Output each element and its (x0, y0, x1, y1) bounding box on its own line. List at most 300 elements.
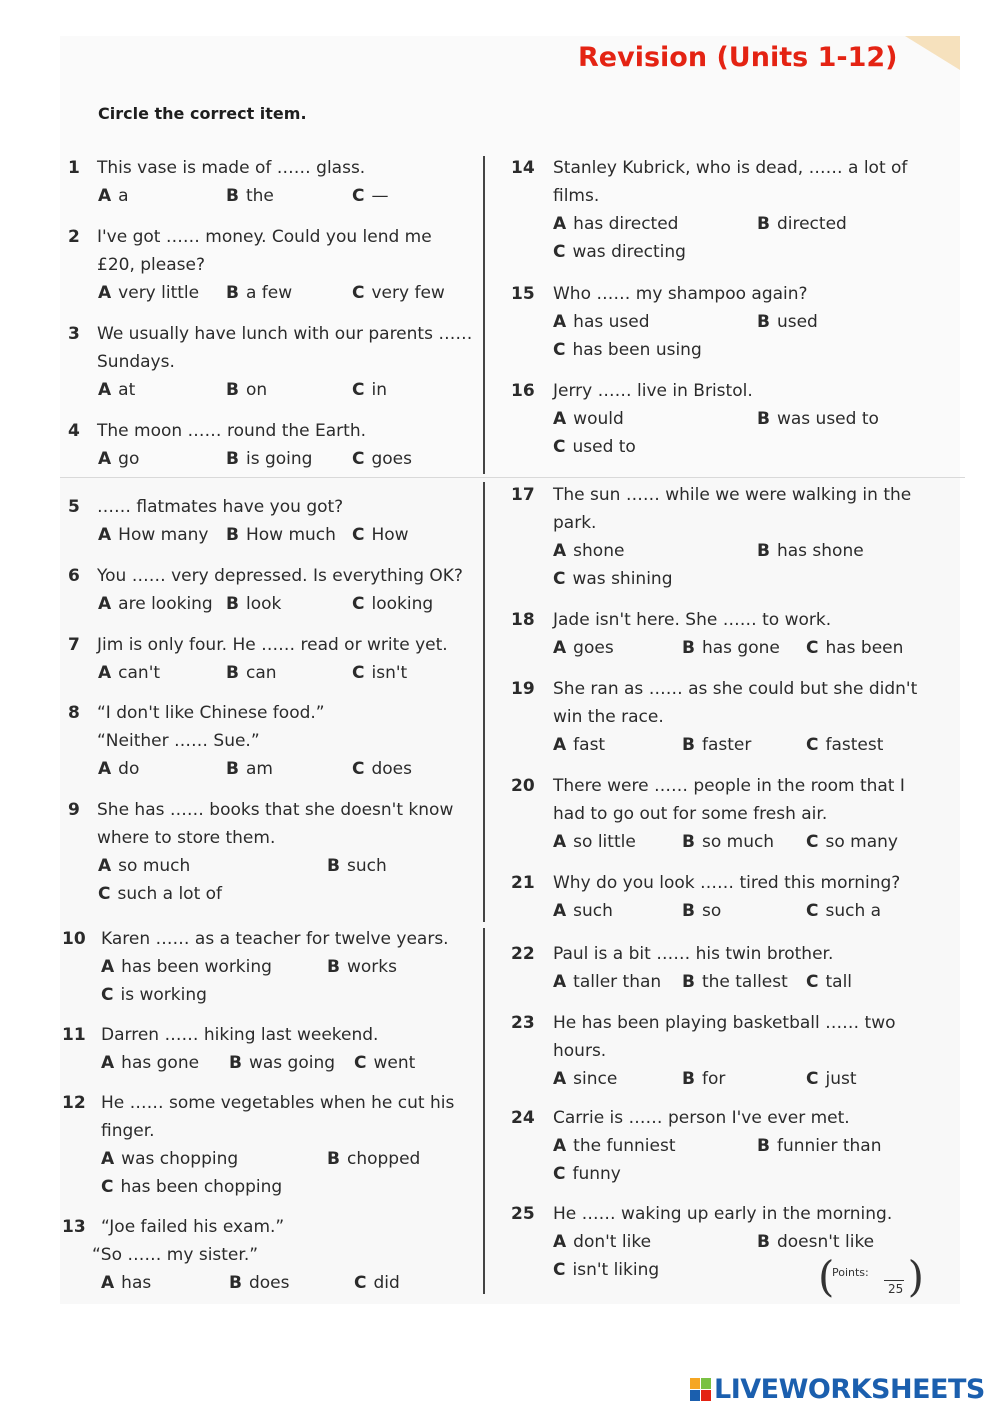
option-b[interactable] (226, 593, 281, 615)
page-title: Revision (Units 1-12) (578, 42, 898, 73)
option-text: was shining (572, 569, 673, 589)
option-text: was used to (776, 409, 879, 429)
option-text: has shone (776, 541, 864, 561)
option-text: faster (701, 735, 752, 755)
question-number: 16 (511, 381, 535, 401)
option-text: do (118, 759, 140, 779)
option-letter: A (101, 1053, 115, 1073)
question-text: Why do you look …… tired this morning? (553, 873, 901, 893)
question-text: “Neither …… Sue.” (97, 731, 260, 751)
option-text: went (373, 1053, 416, 1073)
option-text: looking (371, 594, 434, 614)
question-text: He …… waking up early in the morning. (553, 1204, 893, 1224)
option-a[interactable] (101, 1272, 151, 1294)
option-a[interactable] (98, 185, 129, 207)
option-text: did (373, 1273, 400, 1293)
option-text: such a (825, 901, 882, 921)
option-letter: A (98, 449, 112, 469)
option-c[interactable] (806, 831, 898, 853)
option-text: directed (776, 214, 847, 234)
question-number: 15 (511, 284, 535, 304)
option-c[interactable] (352, 185, 388, 207)
option-a[interactable] (101, 956, 272, 978)
option-text: fastest (825, 735, 884, 755)
option-letter: C (553, 1164, 566, 1184)
option-letter: B (757, 312, 770, 332)
column-divider-middle (483, 482, 485, 922)
option-letter: C (553, 242, 566, 262)
option-text: so little (573, 832, 636, 852)
option-letter: C (553, 437, 566, 457)
option-c[interactable] (553, 339, 702, 361)
points-score-line[interactable] (884, 1280, 904, 1281)
option-text: has used (573, 312, 650, 332)
question-text: Karen …… as a teacher for twelve years. (101, 929, 449, 949)
question-number: 23 (511, 1013, 535, 1033)
question-text: win the race. (553, 707, 664, 727)
option-letter: C (352, 449, 365, 469)
option-text: has (121, 1273, 152, 1293)
option-letter: C (806, 901, 819, 921)
option-b[interactable] (757, 1231, 874, 1253)
option-b[interactable] (682, 831, 774, 853)
question-text: Carrie is …… person I've ever met. (553, 1108, 850, 1128)
option-c[interactable] (352, 524, 409, 546)
option-c[interactable] (98, 883, 222, 905)
option-text: does (371, 759, 412, 779)
option-a[interactable] (553, 408, 624, 430)
option-b[interactable] (327, 956, 397, 978)
option-text: the funniest (573, 1136, 676, 1156)
option-b[interactable] (226, 758, 273, 780)
question-number: 13 (62, 1217, 86, 1237)
question-number: 24 (511, 1108, 535, 1128)
points-total: 25 (888, 1282, 904, 1296)
option-c[interactable] (553, 1163, 621, 1185)
option-text: isn't liking (572, 1260, 660, 1280)
option-text: go (118, 449, 140, 469)
question-text: Sundays. (97, 352, 175, 372)
option-a[interactable] (98, 448, 139, 470)
option-letter: B (226, 759, 239, 779)
option-letter: A (553, 214, 567, 234)
option-c[interactable] (101, 984, 207, 1006)
question-text: This vase is made of …… glass. (97, 158, 366, 178)
option-letter: C (553, 569, 566, 589)
option-letter: A (98, 594, 112, 614)
question-text: The sun …… while we were walking in the (553, 485, 912, 505)
option-letter: C (352, 283, 365, 303)
option-a[interactable] (553, 1068, 617, 1090)
option-letter: B (757, 409, 770, 429)
option-letter: A (553, 541, 567, 561)
question-number: 10 (62, 929, 86, 949)
question-number: 2 (68, 227, 80, 247)
option-text: does (248, 1273, 290, 1293)
option-letter: B (327, 856, 340, 876)
option-letter: C (806, 735, 819, 755)
option-text: the tallest (701, 972, 788, 992)
option-b[interactable] (226, 282, 292, 304)
question-number: 9 (68, 800, 80, 820)
option-letter: A (553, 832, 567, 852)
option-letter: B (226, 380, 239, 400)
option-text: would (573, 409, 624, 429)
option-letter: A (553, 1136, 567, 1156)
option-letter: A (553, 901, 567, 921)
option-c[interactable] (553, 1259, 659, 1281)
option-b[interactable] (229, 1052, 335, 1074)
option-text: has directed (573, 214, 679, 234)
option-text: for (701, 1069, 726, 1089)
option-letter: A (98, 525, 112, 545)
option-a[interactable] (98, 662, 160, 684)
option-letter: A (553, 1069, 567, 1089)
question-number: 21 (511, 873, 535, 893)
question-text: “So …… my sister.” (92, 1245, 259, 1265)
option-a[interactable] (101, 1052, 199, 1074)
question-text: I've got …… money. Could you lend me (97, 227, 432, 247)
option-text: can (245, 663, 277, 683)
option-letter: A (98, 663, 112, 683)
option-letter: B (682, 1069, 695, 1089)
question-text: He has been playing basketball …… two (553, 1013, 896, 1033)
option-b[interactable] (757, 213, 847, 235)
option-c[interactable] (352, 662, 407, 684)
option-letter: B (757, 1136, 770, 1156)
option-text: very little (118, 283, 200, 303)
option-letter: A (553, 638, 567, 658)
question-text: Paul is a bit …… his twin brother. (553, 944, 834, 964)
option-letter: B (682, 638, 695, 658)
option-letter: A (553, 972, 567, 992)
question-number: 1 (68, 158, 80, 178)
option-c[interactable] (352, 758, 412, 780)
option-text: a few (245, 283, 293, 303)
option-a[interactable] (98, 524, 208, 546)
option-text: just (825, 1069, 857, 1089)
option-c[interactable] (354, 1272, 400, 1294)
question-number: 20 (511, 776, 535, 796)
option-a[interactable] (553, 971, 661, 993)
option-letter: B (229, 1273, 242, 1293)
question-text: Darren …… hiking last weekend. (101, 1025, 379, 1045)
column-divider-top (483, 156, 485, 474)
option-a[interactable] (553, 1231, 651, 1253)
option-text: used to (572, 437, 636, 457)
question-number: 11 (62, 1025, 86, 1045)
option-letter: C (352, 663, 365, 683)
option-text: can't (118, 663, 161, 683)
points-paren-right: ) (907, 1252, 924, 1301)
option-letter: A (553, 409, 567, 429)
option-letter: A (553, 1232, 567, 1252)
option-b[interactable] (226, 662, 277, 684)
option-text: used (776, 312, 818, 332)
option-letter: C (98, 884, 111, 904)
option-c[interactable] (806, 1068, 857, 1090)
option-text: has been using (572, 340, 702, 360)
option-c[interactable] (806, 900, 881, 922)
option-text: has been (825, 638, 904, 658)
option-letter: B (757, 541, 770, 561)
option-letter: C (101, 985, 114, 1005)
question-text: hours. (553, 1041, 607, 1061)
option-letter: A (101, 1273, 115, 1293)
question-text: had to go out for some fresh air. (553, 804, 828, 824)
question-text: £20, please? (97, 255, 205, 275)
option-text: How much (245, 525, 336, 545)
option-b[interactable] (682, 1068, 725, 1090)
option-letter: C (553, 1260, 566, 1280)
option-letter: C (553, 340, 566, 360)
option-text: am (245, 759, 273, 779)
option-text: so much (118, 856, 191, 876)
option-a[interactable] (553, 311, 650, 333)
option-text: on (245, 380, 268, 400)
option-letter: C (806, 832, 819, 852)
option-c[interactable] (806, 734, 883, 756)
option-c[interactable] (806, 971, 852, 993)
option-letter: B (757, 214, 770, 234)
option-text: was going (248, 1053, 336, 1073)
option-a[interactable] (553, 1135, 676, 1157)
option-letter: B (229, 1053, 242, 1073)
option-text: such (346, 856, 387, 876)
option-letter: B (226, 283, 239, 303)
points-label: Points: (832, 1266, 869, 1279)
option-text: has gone (121, 1053, 200, 1073)
option-letter: C (352, 380, 365, 400)
option-a[interactable] (98, 855, 190, 877)
option-text: taller than (573, 972, 662, 992)
option-text: so many (825, 832, 898, 852)
option-a[interactable] (553, 637, 614, 659)
option-b[interactable] (226, 379, 267, 401)
option-text: the (245, 186, 274, 206)
option-b[interactable] (229, 1272, 289, 1294)
question-number: 8 (68, 703, 80, 723)
option-letter: A (98, 283, 112, 303)
option-c[interactable] (352, 379, 387, 401)
option-text: tall (825, 972, 853, 992)
option-a[interactable] (553, 734, 605, 756)
option-letter: C (352, 525, 365, 545)
option-text: a (118, 186, 129, 206)
option-b[interactable] (226, 448, 312, 470)
question-text: The moon …… round the Earth. (97, 421, 367, 441)
option-b[interactable] (682, 971, 788, 993)
option-b[interactable] (757, 540, 864, 562)
option-text: chopped (346, 1149, 421, 1169)
option-b[interactable] (757, 408, 879, 430)
question-text: films. (553, 186, 600, 206)
option-letter: C (354, 1053, 367, 1073)
option-letter: C (806, 638, 819, 658)
question-number: 22 (511, 944, 535, 964)
option-text: How many (118, 525, 209, 545)
question-text: He …… some vegetables when he cut his (101, 1093, 455, 1113)
option-c[interactable] (352, 282, 445, 304)
option-text: How (371, 525, 409, 545)
question-number: 19 (511, 679, 535, 699)
option-letter: A (553, 735, 567, 755)
question-number: 18 (511, 610, 535, 630)
option-text: was directing (572, 242, 686, 262)
option-text: so much (701, 832, 775, 852)
question-text: She ran as …… as she could but she didn't (553, 679, 918, 699)
option-a[interactable] (98, 593, 213, 615)
option-letter: B (226, 186, 239, 206)
option-text: was chopping (121, 1149, 239, 1169)
option-letter: A (101, 957, 115, 977)
option-letter: C (352, 759, 365, 779)
option-b[interactable] (327, 1148, 420, 1170)
option-letter: B (757, 1232, 770, 1252)
question-text: Who …… my shampoo again? (553, 284, 808, 304)
option-text: shone (573, 541, 625, 561)
option-letter: C (806, 972, 819, 992)
option-c[interactable] (553, 241, 686, 263)
option-letter: A (98, 759, 112, 779)
question-number: 4 (68, 421, 80, 441)
question-number: 17 (511, 485, 535, 505)
question-text: Stanley Kubrick, who is dead, …… a lot of (553, 158, 908, 178)
option-text: such (573, 901, 613, 921)
option-letter: C (101, 1177, 114, 1197)
question-text: There were …… people in the room that I (553, 776, 905, 796)
option-text: since (573, 1069, 618, 1089)
option-a[interactable] (98, 379, 135, 401)
option-c[interactable] (553, 568, 672, 590)
option-text: at (118, 380, 136, 400)
option-letter: B (327, 957, 340, 977)
question-text: Jerry …… live in Bristol. (553, 381, 753, 401)
option-letter: B (682, 832, 695, 852)
question-text: finger. (101, 1121, 155, 1141)
option-c[interactable] (352, 448, 412, 470)
option-a[interactable] (101, 1148, 238, 1170)
option-letter: C (806, 1069, 819, 1089)
question-text: She has …… books that she doesn't know (97, 800, 454, 820)
option-letter: A (101, 1149, 115, 1169)
option-c[interactable] (806, 637, 903, 659)
question-text: …… flatmates have you got? (97, 497, 344, 517)
option-letter: A (553, 312, 567, 332)
option-a[interactable] (553, 540, 624, 562)
option-letter: B (226, 663, 239, 683)
section-divider (60, 477, 965, 478)
option-text: very few (371, 283, 445, 303)
option-text: is working (120, 985, 207, 1005)
option-b[interactable] (682, 637, 780, 659)
question-number: 25 (511, 1204, 535, 1224)
brand-name: LIVEWORKSHEETS (714, 1374, 985, 1405)
option-text: works (346, 957, 397, 977)
question-text: where to store them. (97, 828, 276, 848)
option-text: has been chopping (120, 1177, 283, 1197)
option-text: isn't (371, 663, 408, 683)
option-text: doesn't like (776, 1232, 875, 1252)
option-text: fast (573, 735, 606, 755)
option-text: funnier than (776, 1136, 882, 1156)
option-b[interactable] (327, 855, 387, 877)
option-text: has been working (121, 957, 272, 977)
option-letter: B (226, 449, 239, 469)
option-text: is going (245, 449, 313, 469)
question-text: “Joe failed his exam.” (101, 1217, 285, 1237)
question-number: 14 (511, 158, 535, 178)
option-text: goes (573, 638, 614, 658)
option-c[interactable] (354, 1052, 415, 1074)
question-number: 7 (68, 635, 80, 655)
question-number: 12 (62, 1093, 86, 1113)
option-b[interactable] (682, 900, 721, 922)
option-b[interactable] (226, 524, 336, 546)
option-c[interactable] (101, 1176, 282, 1198)
points-paren-left: ( (818, 1252, 835, 1301)
question-text: park. (553, 513, 597, 533)
option-letter: B (682, 735, 695, 755)
option-b[interactable] (757, 311, 818, 333)
option-c[interactable] (553, 436, 636, 458)
question-number: 6 (68, 566, 80, 586)
option-a[interactable] (98, 758, 139, 780)
option-a[interactable] (98, 282, 199, 304)
option-text: such a lot of (117, 884, 223, 904)
question-text: We usually have lunch with our parents …… (97, 324, 473, 344)
instruction-text: Circle the correct item. (98, 104, 307, 123)
option-a[interactable] (553, 831, 636, 853)
option-b[interactable] (682, 734, 751, 756)
option-text: goes (371, 449, 412, 469)
option-letter: C (352, 594, 365, 614)
option-letter: B (682, 901, 695, 921)
question-text: You …… very depressed. Is everything OK? (97, 566, 463, 586)
option-letter: B (226, 525, 239, 545)
option-letter: B (327, 1149, 340, 1169)
option-text: so (701, 901, 722, 921)
option-text: are looking (118, 594, 213, 614)
option-letter: C (352, 186, 365, 206)
option-b[interactable] (757, 1135, 881, 1157)
option-text: funny (572, 1164, 621, 1184)
option-letter: B (226, 594, 239, 614)
column-divider-bottom (483, 928, 485, 1294)
option-c[interactable] (352, 593, 433, 615)
option-letter: C (354, 1273, 367, 1293)
option-text: look (245, 594, 282, 614)
question-number: 3 (68, 324, 80, 344)
option-a[interactable] (553, 900, 613, 922)
option-b[interactable] (226, 185, 274, 207)
option-text: don't like (573, 1232, 652, 1252)
points-box (818, 1252, 924, 1302)
liveworksheets-logo-icon (690, 1378, 712, 1402)
option-a[interactable] (553, 213, 678, 235)
question-text: “I don't like Chinese food.” (97, 703, 325, 723)
option-text: has gone (701, 638, 780, 658)
option-text: in (371, 380, 387, 400)
option-letter: A (98, 856, 112, 876)
option-letter: B (682, 972, 695, 992)
question-text: Jade isn't here. She …… to work. (553, 610, 832, 630)
question-text: Jim is only four. He …… read or write yet. (97, 635, 448, 655)
question-number: 5 (68, 497, 80, 517)
option-letter: A (98, 380, 112, 400)
option-text: — (371, 186, 389, 206)
option-letter: A (98, 186, 112, 206)
